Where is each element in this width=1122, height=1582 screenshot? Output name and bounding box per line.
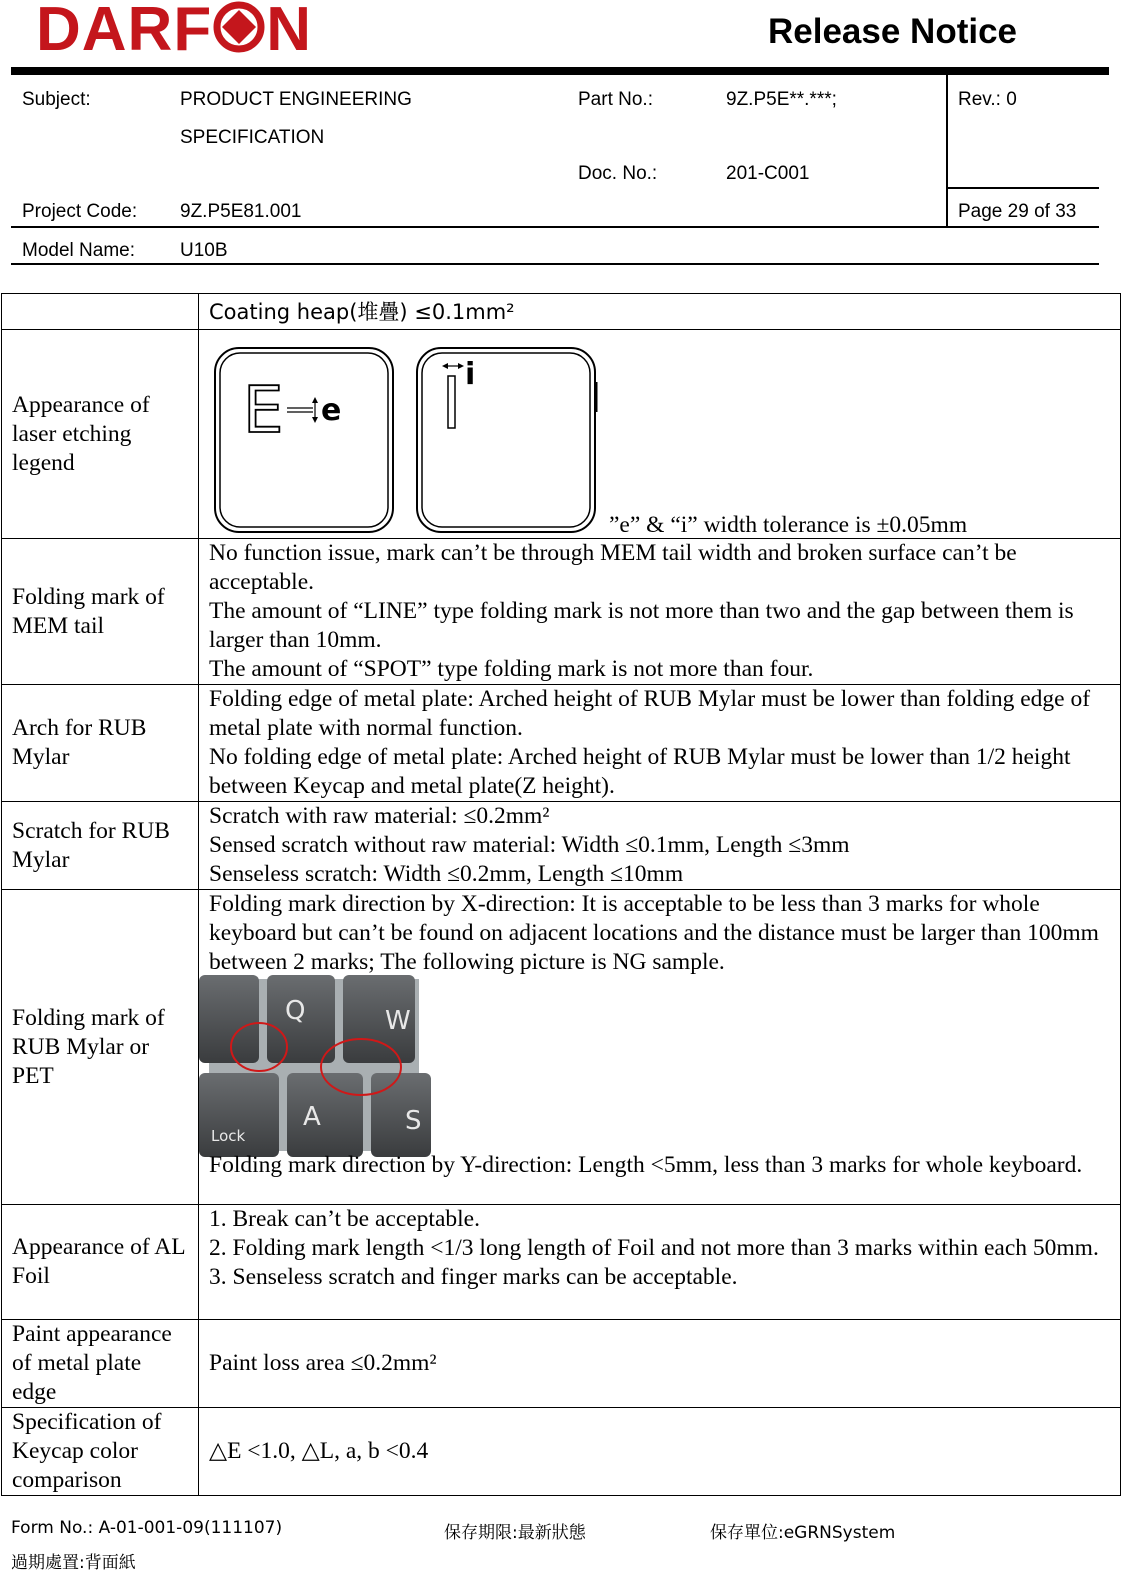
header-divider-vertical bbox=[946, 75, 948, 227]
keycap-color-content: △E <1.0, △L, a, b <0.4 bbox=[199, 1408, 1121, 1496]
subject-value-line2: SPECIFICATION bbox=[180, 127, 325, 148]
keycap-illustrations bbox=[209, 342, 1110, 538]
part-no-value: 9Z.P5E**.***; bbox=[726, 89, 837, 110]
arch-content bbox=[199, 685, 1121, 802]
al-foil-content bbox=[199, 1205, 1121, 1320]
doc-no-value: 201-C001 bbox=[726, 163, 810, 184]
mem-tail-line: The amount of “LINE” type folding mark is not more than two and the gap between them is larger than 10mm. bbox=[209, 598, 1074, 653]
document-title: Release Notice bbox=[768, 12, 1018, 51]
logo-o-icon bbox=[212, 2, 266, 52]
spec-table bbox=[1, 293, 1121, 1496]
project-code-value: 9Z.P5E81.001 bbox=[180, 201, 302, 222]
keycap-e-illustration bbox=[209, 342, 399, 538]
keycap-color-label: Specification of Keycap color comparison bbox=[2, 1408, 199, 1496]
header-divider-page bbox=[946, 187, 1099, 189]
table-row bbox=[2, 1320, 1121, 1408]
table-row bbox=[2, 1408, 1121, 1496]
width-tolerance-text: ”e” & “i” width tolerance is ±0.05mm bbox=[609, 512, 968, 538]
scratch-line: Sensed scratch without raw material: Width ≤0.1mm, Length ≤3mm bbox=[209, 832, 850, 858]
footer-storage: 保存單位:eGRNSystem bbox=[710, 1523, 896, 1543]
darfon-logo bbox=[36, 0, 312, 64]
arch-line: No folding edge of metal plate: Arched height of RUB Mylar must be lower than 1/2 height between Keycap and metal plate(Z height). bbox=[209, 744, 1071, 799]
keycap-i-mark: i bbox=[465, 357, 476, 392]
al-foil-item: 3. Senseless scratch and finger marks can be acceptable. bbox=[209, 1264, 738, 1290]
scratch-content bbox=[199, 802, 1121, 890]
paint-label: Paint appearance of metal plate edge bbox=[2, 1320, 199, 1408]
laser-etching-content bbox=[199, 330, 1121, 539]
subject-label: Subject: bbox=[22, 89, 91, 110]
model-name-label: Model Name: bbox=[22, 240, 135, 261]
mem-tail-line: No function issue, mark can’t be through MEM tail width and broken surface can’t be acceptable. bbox=[209, 540, 1017, 595]
photo-key-a: A bbox=[303, 1102, 321, 1132]
ng-sample-photo bbox=[209, 979, 422, 1151]
logo-text-n: N bbox=[266, 0, 312, 64]
al-foil-label: Appearance of AL Foil bbox=[2, 1205, 199, 1320]
photo-key-q: Q bbox=[285, 996, 306, 1026]
header-divider-1 bbox=[11, 226, 1099, 228]
arch-line: Folding edge of metal plate: Arched height of RUB Mylar must be lower than folding edge of metal plate with normal function. bbox=[209, 686, 1091, 741]
header-thick-rule bbox=[11, 67, 1109, 75]
folding-rub-content bbox=[199, 890, 1121, 1205]
scratch-line: Scratch with raw material: ≤0.2mm² bbox=[209, 803, 550, 829]
mem-tail-content bbox=[199, 539, 1121, 685]
table-row bbox=[2, 1205, 1121, 1320]
footer-disposal: 過期處置:背面紙 bbox=[11, 1553, 136, 1573]
al-foil-item: 2. Folding mark length <1/3 long length of Foil and not more than 3 marks within each 50mm. bbox=[209, 1235, 1099, 1261]
folding-rub-label: Folding mark of RUB Mylar or PET bbox=[2, 890, 199, 1205]
arch-label: Arch for RUB Mylar bbox=[2, 685, 199, 802]
logo-text-dar: DARF bbox=[36, 0, 213, 64]
photo-key-w: W bbox=[385, 1006, 411, 1036]
footer-form-no: Form No.: A-01-001-09(111107) bbox=[11, 1518, 283, 1538]
table-row bbox=[2, 539, 1121, 685]
table-row bbox=[2, 685, 1121, 802]
coating-heap-cell: Coating heap(堆疊) ≤0.1mm² bbox=[199, 294, 1121, 330]
paint-content: Paint loss area ≤0.2mm² bbox=[199, 1320, 1121, 1408]
keycap-e-glyph: E bbox=[243, 374, 284, 448]
folding-y-text: Folding mark direction by Y-direction: Length <5mm, less than 3 marks for whole keyboard. bbox=[209, 1152, 1083, 1178]
scratch-line: Senseless scratch: Width ≤0.2mm, Length ≤10mm bbox=[209, 861, 684, 887]
table-row bbox=[2, 294, 1121, 330]
laser-etching-label: Appearance of laser etching legend bbox=[2, 330, 199, 539]
model-name-value: U10B bbox=[180, 240, 228, 261]
al-foil-item: 1. Break can’t be acceptable. bbox=[209, 1206, 480, 1232]
photo-key-lock: Lock bbox=[211, 1127, 246, 1145]
part-no-label: Part No.: bbox=[578, 89, 653, 110]
header-divider-2 bbox=[11, 263, 1099, 265]
revision: Rev.: 0 bbox=[958, 89, 1017, 110]
table-row bbox=[2, 802, 1121, 890]
subject-value-line1: PRODUCT ENGINEERING bbox=[180, 89, 412, 110]
folding-x-text: Folding mark direction by X-direction: It is acceptable to be less than 3 marks for whole keyboard but can’t be found on adjacent locations and the distance must be larger than 100mm between 2 marks; The following picture is NG sample. bbox=[209, 891, 1099, 975]
mem-tail-line: The amount of “SPOT” type folding mark is not more than four. bbox=[209, 656, 814, 682]
page-number: Page 29 of 33 bbox=[958, 201, 1077, 222]
photo-key-s: S bbox=[405, 1106, 422, 1136]
table-row bbox=[2, 890, 1121, 1205]
table-row bbox=[2, 330, 1121, 539]
footer-retention: 保存期限:最新狀態 bbox=[444, 1523, 586, 1543]
empty-label-cell bbox=[2, 294, 199, 330]
keycap-i-illustration bbox=[411, 342, 603, 538]
mem-tail-label: Folding mark of MEM tail bbox=[2, 539, 199, 685]
doc-no-label: Doc. No.: bbox=[578, 163, 658, 184]
project-code-label: Project Code: bbox=[22, 201, 138, 222]
keycap-e-mark: e bbox=[321, 393, 342, 428]
scratch-label: Scratch for RUB Mylar bbox=[2, 802, 199, 890]
